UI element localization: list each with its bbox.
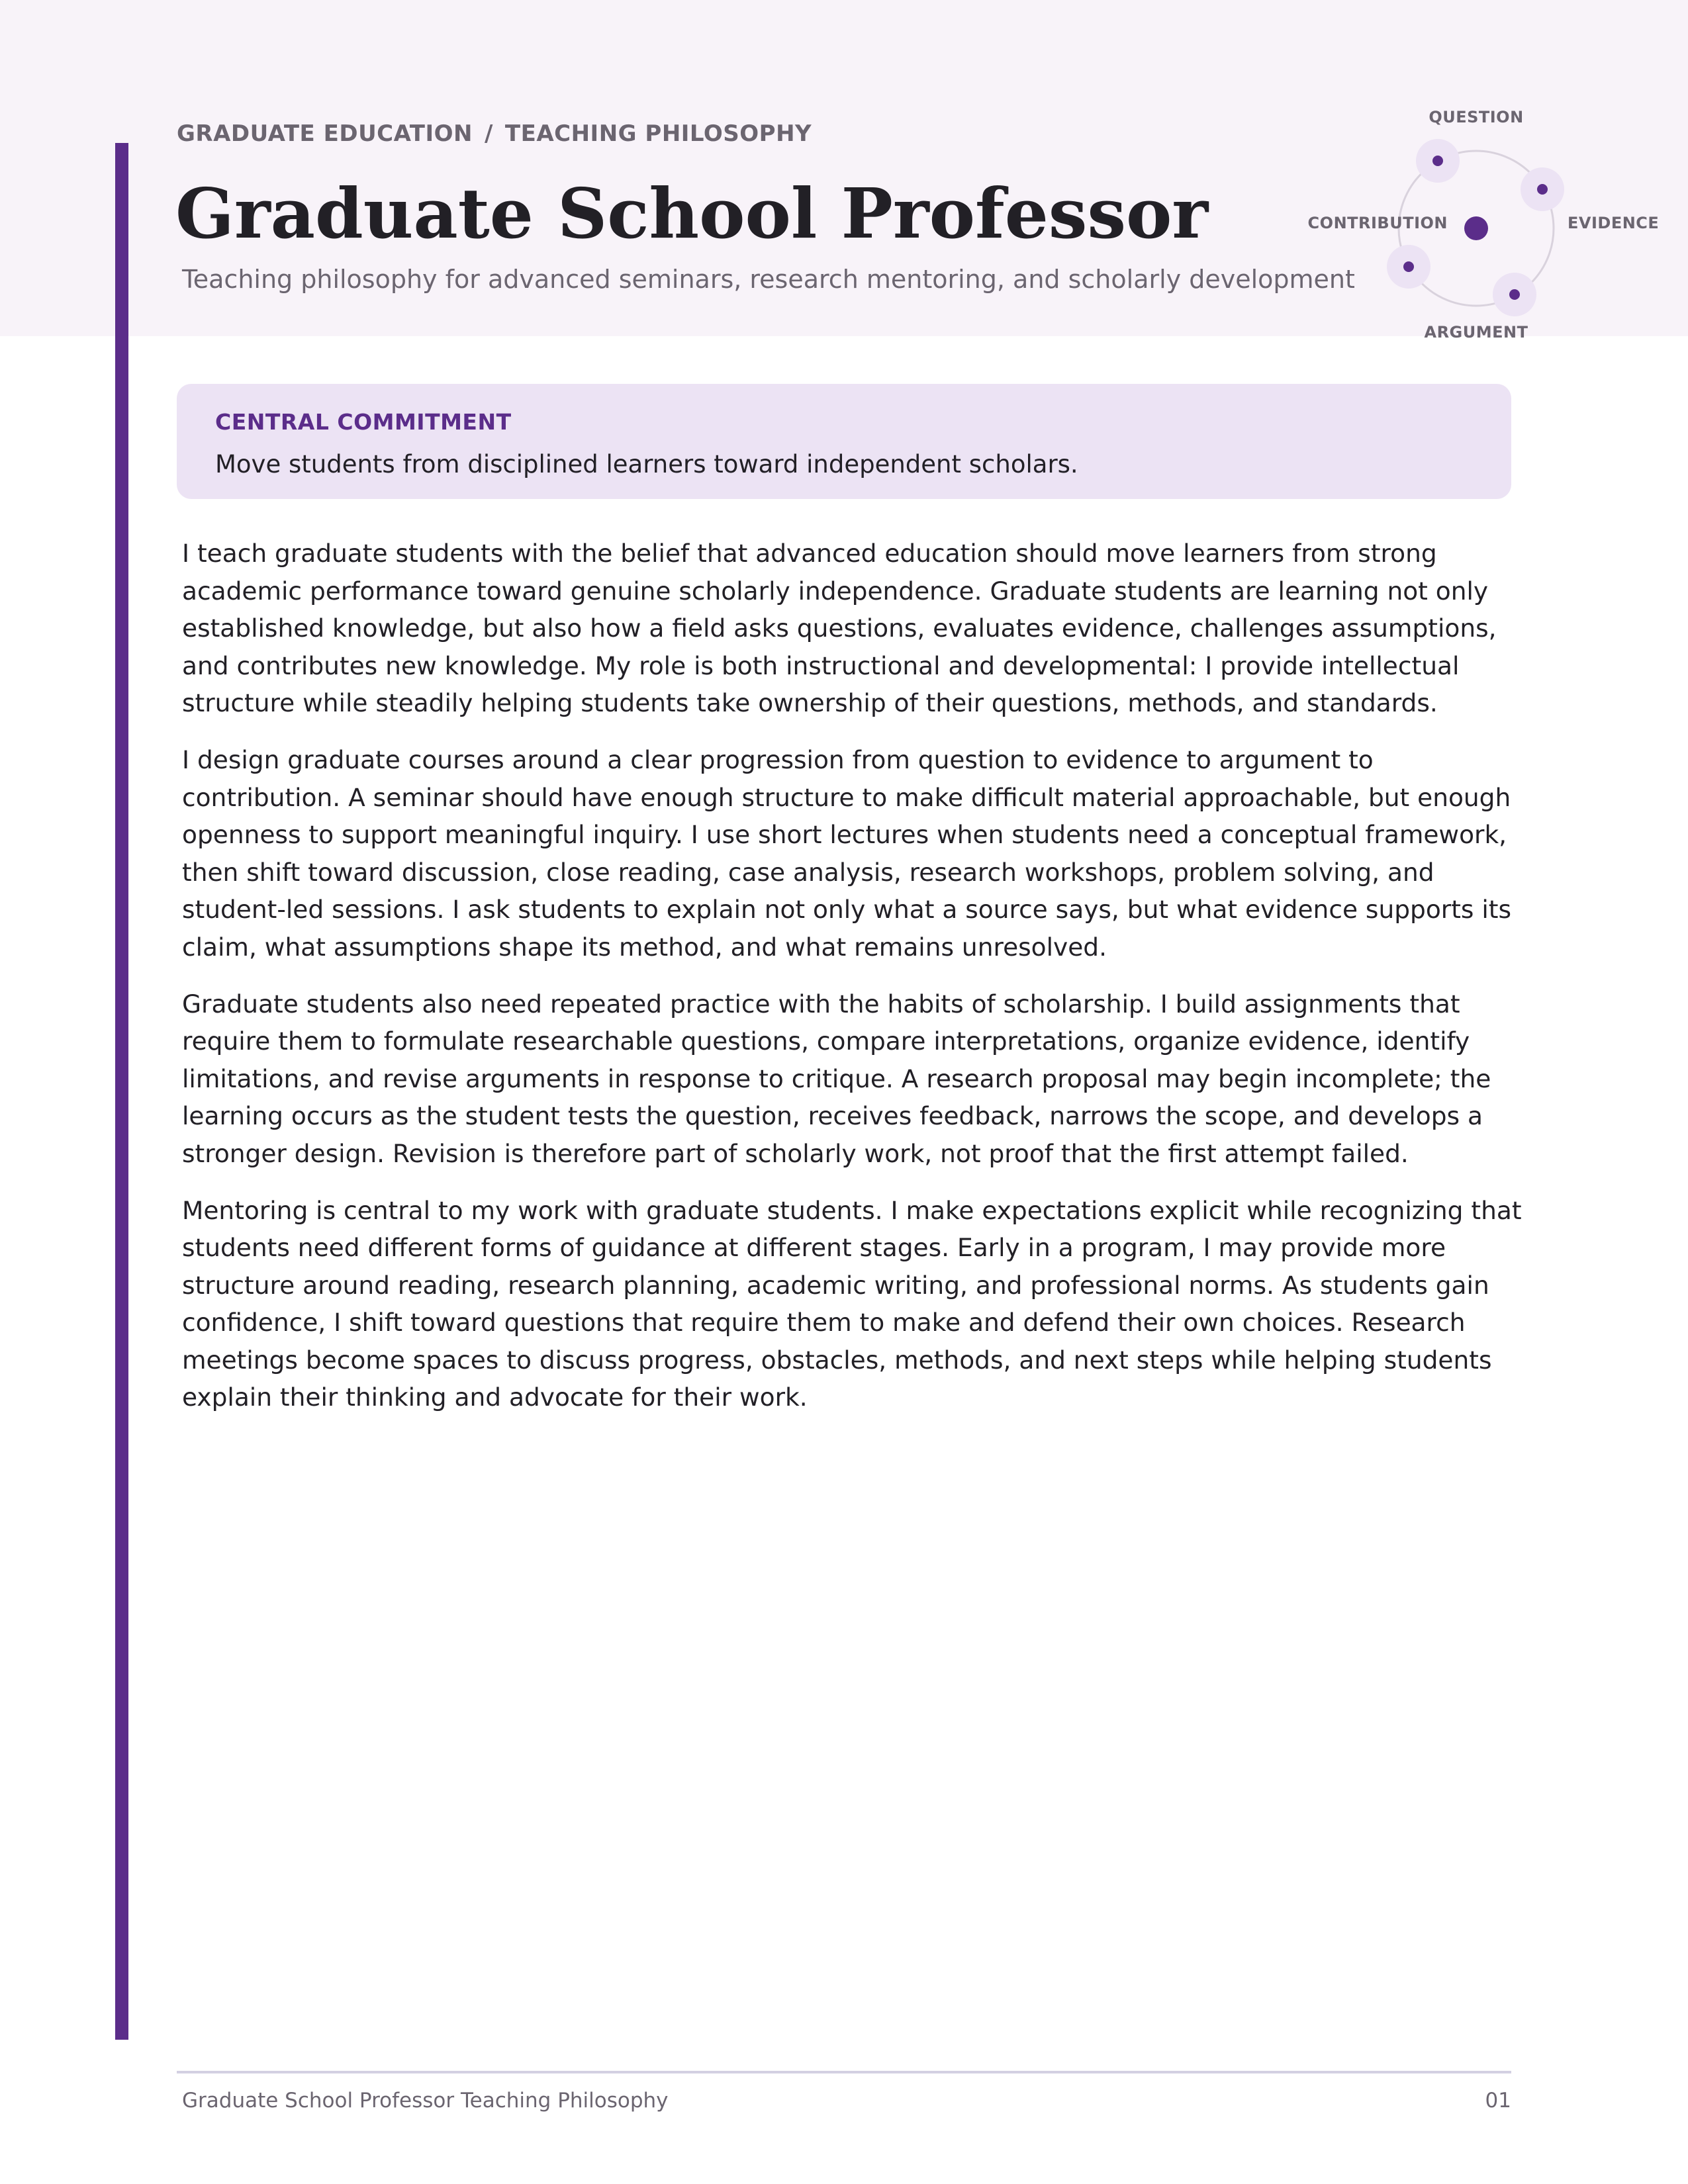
paragraph-4: Mentoring is central to my work with graduate students. I make expectations explicit while recognizing that students need different forms of guidance at different stages. Early in a program, I may provide more structure around reading, research planning, academic writing, and professional norms. As students gain confidence, I shift toward questions that require them to make and defend their own choices. Research meetings become spaces to discuss progress, obstacles, methods, and next steps while helping students explain their thinking and advocate for their work. — [182, 1195, 1522, 1412]
stage-label-argument: ARGUMENT — [1424, 323, 1528, 341]
central-commitment-label: CENTRAL COMMITMENT — [215, 409, 512, 435]
paragraph-1: I teach graduate students with the belief that advanced education should move learners from strong academic performance toward genuine scholarly independence. Graduate students are learning not only established knowledge, but also how a field asks questions, evaluates evidence, challenges assumptions, and contributes new knowledge. My role is both instructional and developmental: I provide intellectual structure while steadily helping students take ownership of their questions, methods, and standards. — [182, 539, 1497, 718]
node-evidence-dot — [1537, 184, 1548, 195]
stage-label-contribution: CONTRIBUTION — [1307, 214, 1448, 232]
footer-divider — [177, 2071, 1511, 2073]
breadcrumb — [177, 120, 812, 147]
body-text — [182, 535, 1526, 1435]
page-number: 01 — [1485, 2089, 1511, 2113]
central-commitment-callout — [177, 384, 1511, 499]
node-contribution-dot — [1403, 261, 1414, 272]
node-question-dot — [1432, 156, 1443, 166]
accent-bar — [115, 143, 128, 2040]
central-commitment-text: Move students from disciplined learners toward independent scholars. — [215, 450, 1078, 478]
stage-label-evidence: EVIDENCE — [1568, 214, 1660, 232]
breadcrumb-separator: / — [485, 120, 493, 147]
page-title: Graduate School Professor — [175, 173, 1209, 254]
cycle-center-dot — [1464, 216, 1488, 240]
paragraph-2: I design graduate courses around a clear progression from question to evidence to argument to contribution. A seminar should have enough structure to make difficult material approachable, but enough openness to support meaningful inquiry. I use short lectures when students need a conceptual framework, then shift toward discussion, close reading, case analysis, research workshops, problem solving, and student-led sessions. I ask students to explain not only what a source says, but what evidence supports its claim, what assumptions shape its method, and what remains unresolved. — [182, 745, 1512, 962]
paragraph-3: Graduate students also need repeated practice with the habits of scholarship. I build assignments that require them to formulate researchable questions, compare interpretations, organize evidence, identify limitations, and revise arguments in response to critique. A research proposal may begin incomplete; the learning occurs as the student tests the question, receives feedback, narrows the scope, and develops a stronger design. Revision is therefore part of scholarly work, not proof that the first attempt failed. — [182, 989, 1491, 1168]
node-argument-dot — [1509, 289, 1520, 300]
breadcrumb-item-education: GRADUATE EDUCATION — [177, 120, 473, 147]
breadcrumb-item-philosophy: TEACHING PHILOSOPHY — [504, 120, 812, 147]
stage-label-question: QUESTION — [1429, 108, 1524, 126]
footer-document-title: Graduate School Professor Teaching Philosophy — [182, 2089, 669, 2113]
cycle-diagram — [1297, 99, 1660, 351]
page-subtitle: Teaching philosophy for advanced seminars, research mentoring, and scholarly development — [182, 265, 1355, 294]
